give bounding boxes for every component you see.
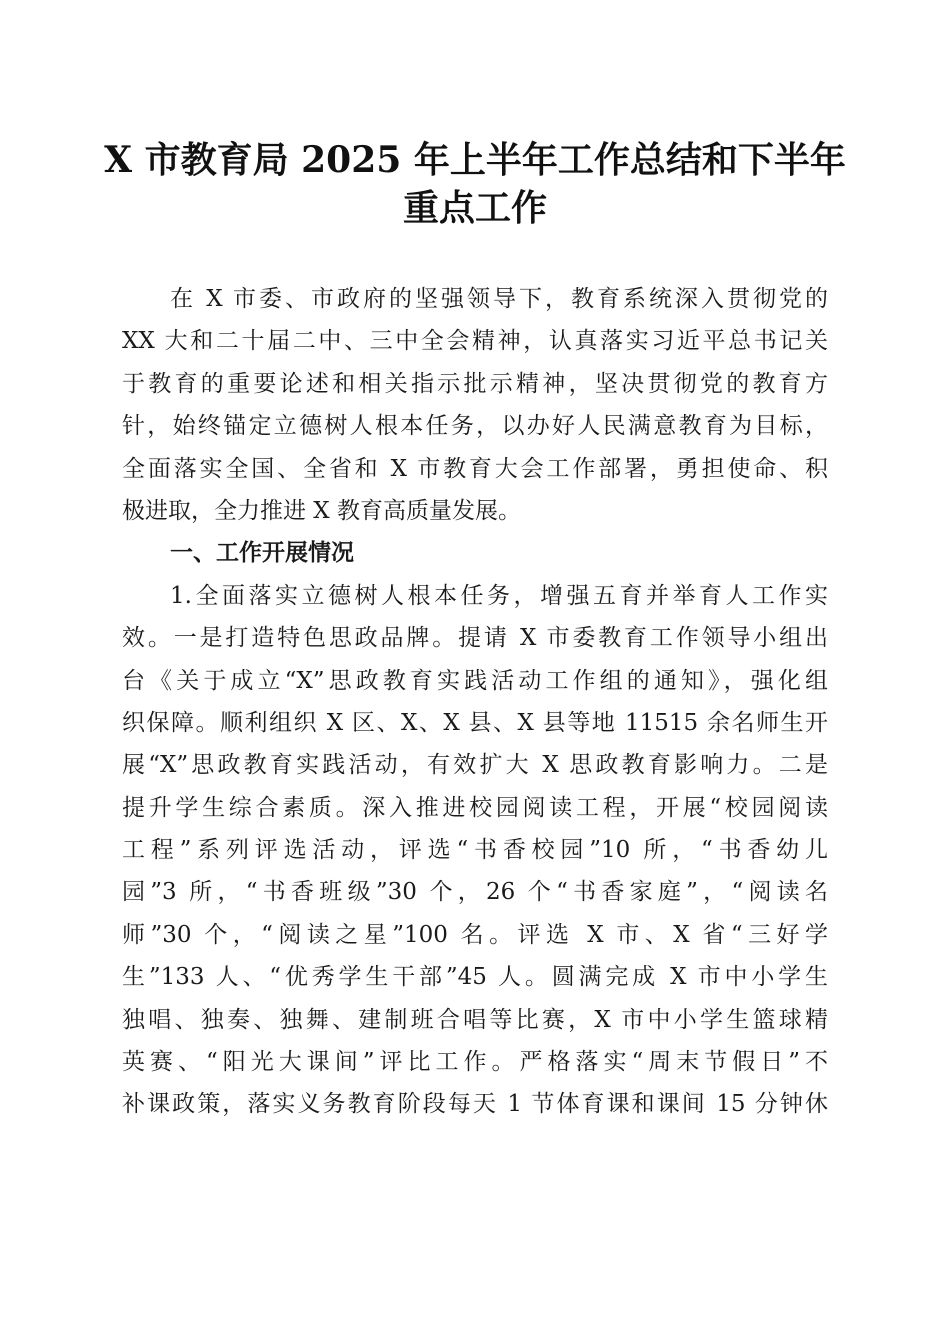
text-line: 英赛、“阳光大课间”评比工作。严格落实“周末节假日”不 (122, 1049, 828, 1076)
text-line: 在 X 市委、市政府的坚强领导下，教育系统深入贯彻党的 (170, 286, 828, 312)
intro-paragraph (122, 278, 828, 532)
text-line: 织保障。顺利组织 X 区、X、X 县、X 县等地 11515 余名师生开 (122, 709, 828, 736)
text-line: 园”3 所，“书香班级”30 个，26 个“书香家庭”，“阅读名 (122, 879, 828, 906)
document-body (122, 278, 828, 1126)
text-line: 效。一是打造特色思政品牌。提请 X 市委教育工作领导小组出 (122, 625, 828, 652)
text-line: 极进取，全力推进 X 教育高质量发展。 (122, 497, 521, 524)
text-line: 于教育的重要论述和相关指示批示精神，坚决贯彻党的教育方 (122, 370, 828, 397)
text-line: 补课政策，落实义务教育阶段每天 1 节体育课和课间 15 分钟休 (122, 1091, 828, 1118)
text-line: 生”133 人、“优秀学生干部”45 人。圆满完成 X 市中小学生 (122, 964, 828, 991)
text-line: 1.全面落实立德树人根本任务，增强五育并举育人工作实 (170, 582, 828, 609)
section1-paragraph (122, 575, 828, 1126)
title-line-1: X 市教育局 2025 年上半年工作总结和下半年 (104, 139, 846, 181)
document-title (100, 136, 850, 232)
text-line: 提升学生综合素质。深入推进校园阅读工程，开展“校园阅读 (122, 794, 828, 821)
text-line: 独唱、独奏、独舞、建制班合唱等比赛，X 市中小学生篮球精 (122, 1006, 828, 1033)
section-heading: 一、工作开展情况 (170, 540, 354, 567)
title-line-2: 重点工作 (402, 187, 547, 229)
text-line: 工程”系列评选活动，评选“书香校园”10 所，“书香幼儿 (122, 837, 828, 864)
text-line: 台《关于成立“X”思政教育实践活动工作组的通知》，强化组 (122, 667, 828, 694)
text-line: 展“X”思政教育实践活动，有效扩大 X 思政教育影响力。二是 (122, 752, 828, 779)
text-line: 针，始终锚定立德树人根本任务，以办好人民满意教育为目标， (122, 413, 828, 440)
text-line: XX 大和二十届二中、三中全会精神，认真落实习近平总书记关 (122, 328, 828, 355)
text-line: 全面落实全国、全省和 X 市教育大会工作部署，勇担使命、积 (122, 455, 828, 482)
text-line: 师”30 个，“阅读之星”100 名。评选 X 市、X 省“三好学 (122, 921, 828, 948)
